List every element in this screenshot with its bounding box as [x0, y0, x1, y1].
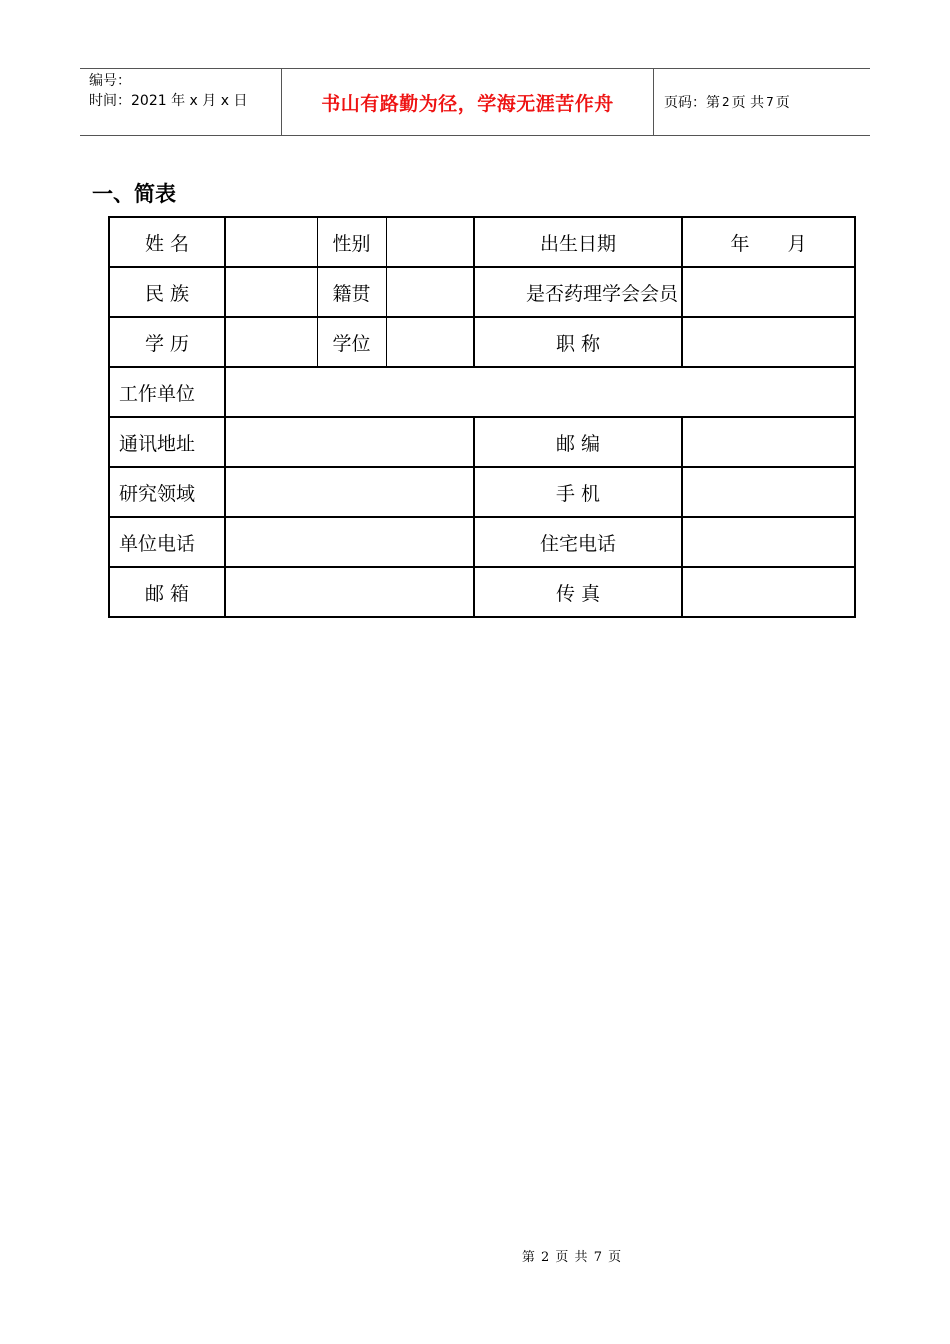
label-mobile: 手 机: [474, 467, 682, 517]
label-ethnicity: 民 族: [109, 267, 225, 317]
field-mobile[interactable]: [682, 467, 855, 517]
page-suffix: 页: [775, 95, 790, 111]
label-education: 学 历: [109, 317, 225, 367]
label-society-member: 是否药理学会会员: [474, 267, 682, 317]
field-fax[interactable]: [682, 567, 855, 617]
label-name: 姓 名: [109, 217, 225, 267]
page-header: [80, 68, 870, 136]
field-address[interactable]: [225, 417, 474, 467]
table-row: [109, 567, 855, 617]
field-professional-title[interactable]: [682, 317, 855, 367]
date-label: 时间：2021 年 x 月 x 日: [89, 93, 248, 109]
label-origin: 籍贯: [317, 267, 386, 317]
label-email: 邮 箱: [109, 567, 225, 617]
serial-number-label: 编号：: [89, 73, 131, 89]
page-footer: [0, 1246, 950, 1265]
year-label: 年: [730, 232, 750, 255]
header-motto: 书山有路勤为径，学海无涯苦作舟: [282, 69, 654, 135]
field-gender[interactable]: [386, 217, 474, 267]
label-professional-title: 职 称: [474, 317, 682, 367]
table-row: [109, 367, 855, 417]
page-total: 7: [766, 95, 774, 109]
footer-page-number: 第 2 页 共 7 页: [521, 1250, 623, 1265]
field-education[interactable]: [225, 317, 317, 367]
field-ethnicity[interactable]: [225, 267, 317, 317]
field-postcode[interactable]: [682, 417, 855, 467]
field-society-member[interactable]: [682, 267, 855, 317]
field-employer[interactable]: [225, 367, 855, 417]
label-birth-date: 出生日期: [474, 217, 682, 267]
profile-form-table: [108, 216, 856, 618]
header-page-number: [654, 69, 870, 135]
field-origin[interactable]: [386, 267, 474, 317]
page-current: 2: [722, 95, 730, 109]
table-row: [109, 517, 855, 567]
month-label: 月: [787, 232, 807, 255]
page-mid: 页 共: [731, 95, 765, 111]
field-birth-date[interactable]: [682, 217, 855, 267]
field-degree[interactable]: [386, 317, 474, 367]
table-row: [109, 467, 855, 517]
field-work-phone[interactable]: [225, 517, 474, 567]
table-row: [109, 217, 855, 267]
header-meta: [80, 69, 282, 135]
table-row: [109, 317, 855, 367]
label-employer: 工作单位: [109, 367, 225, 417]
label-fax: 传 真: [474, 567, 682, 617]
label-address: 通讯地址: [109, 417, 225, 467]
label-research-field: 研究领域: [109, 467, 225, 517]
label-degree: 学位: [317, 317, 386, 367]
section-title: 一、简表: [92, 182, 176, 206]
field-name[interactable]: [225, 217, 317, 267]
table-row: [109, 417, 855, 467]
field-email[interactable]: [225, 567, 474, 617]
label-postcode: 邮 编: [474, 417, 682, 467]
label-work-phone: 单位电话: [109, 517, 225, 567]
page-prefix: 页码：第: [664, 95, 720, 111]
label-home-phone: 住宅电话: [474, 517, 682, 567]
field-research-field[interactable]: [225, 467, 474, 517]
label-gender: 性别: [317, 217, 386, 267]
field-home-phone[interactable]: [682, 517, 855, 567]
table-row: [109, 267, 855, 317]
